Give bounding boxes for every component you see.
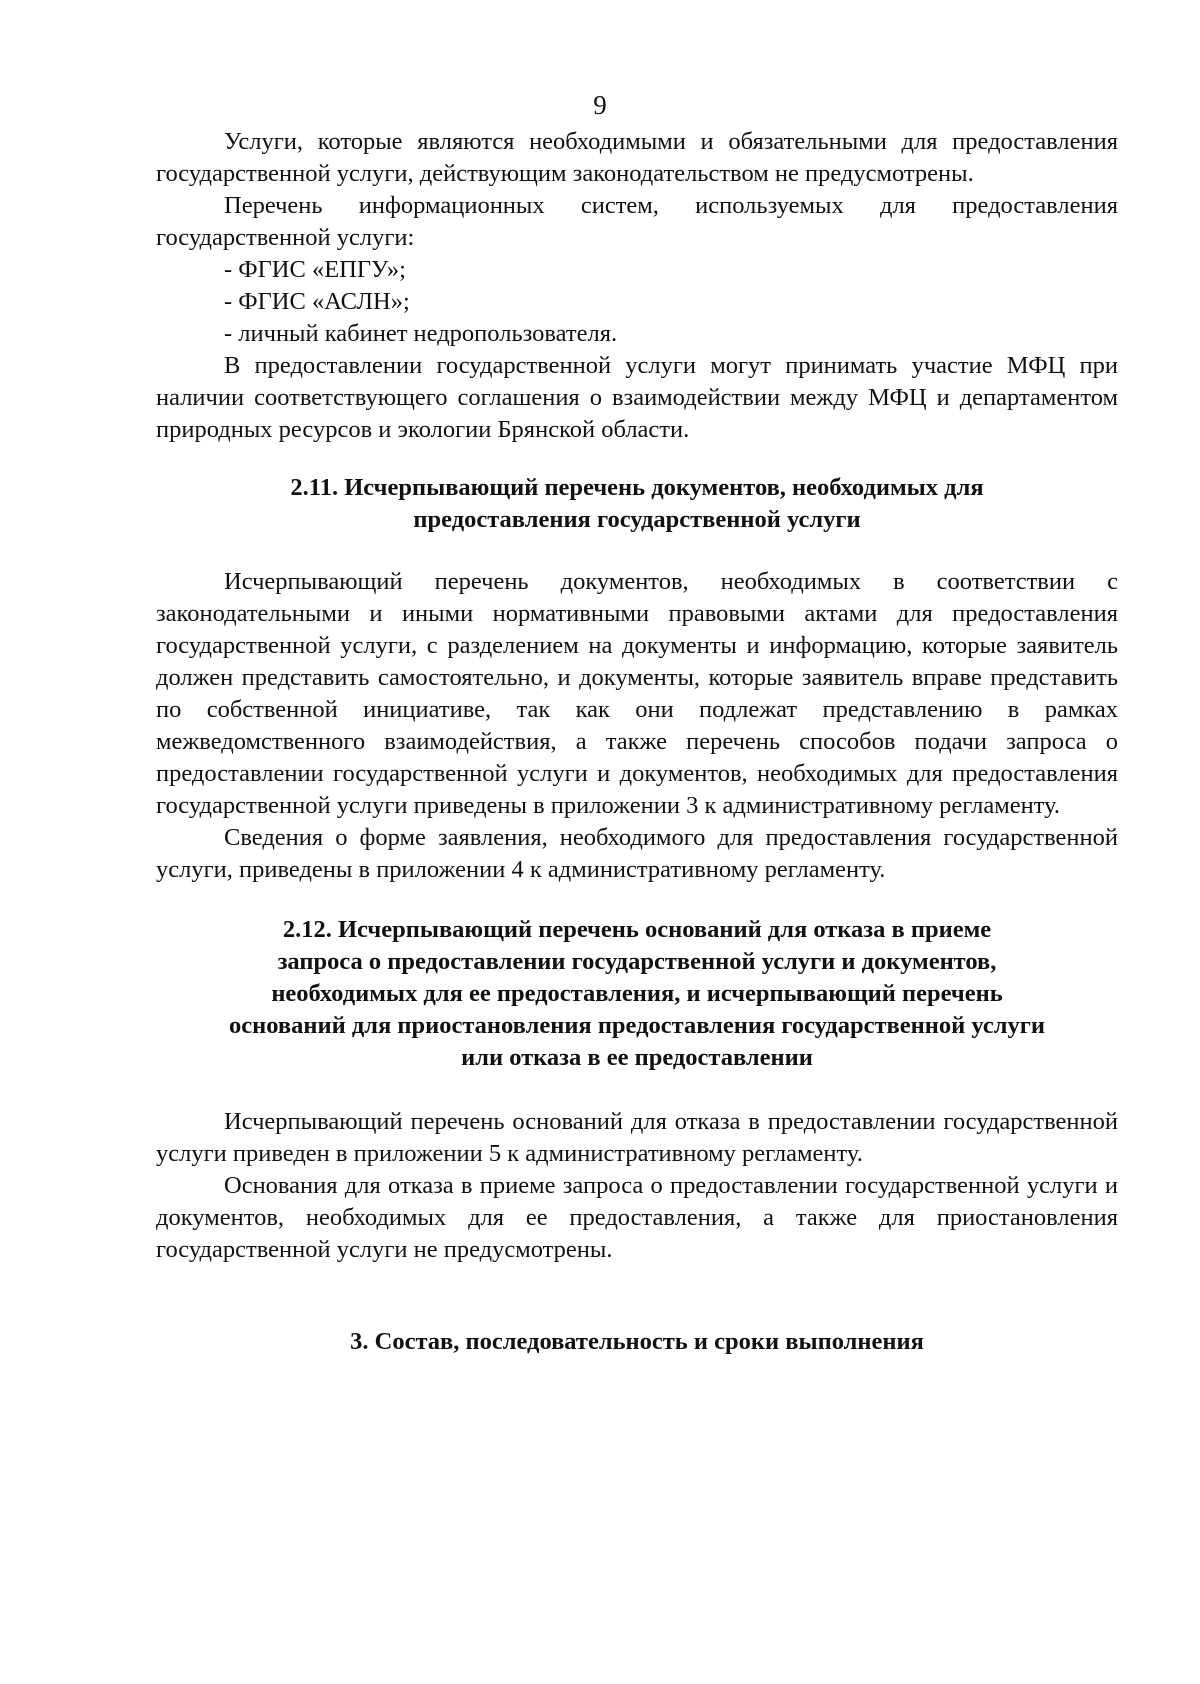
heading-line: оснований для приостановления предоставления государственной услуги bbox=[229, 1012, 1045, 1039]
paragraph-information-systems: Перечень информационных систем, используемых для предоставления государственной услуги: bbox=[156, 192, 1118, 251]
paragraph-refusal-grounds: Исчерпывающий перечень оснований для отказа в предоставлении государственной услуги приведен в приложении 5 к административному регламенту. bbox=[156, 1108, 1118, 1167]
paragraph-no-grounds-for-refusal: Основания для отказа в приеме запроса о предоставлении государственной услуги и документов, необходимых для ее предоставления, а также для приостановления государственной услуги не предусмотрены. bbox=[156, 1172, 1118, 1263]
list-item-fgis-asln: - ФГИС «АСЛН»; bbox=[224, 288, 410, 315]
heading-line: запроса о предоставлении государственной услуги и документов, bbox=[277, 948, 997, 975]
spacer bbox=[156, 446, 1118, 472]
spacer bbox=[156, 536, 1118, 566]
spacer bbox=[156, 1266, 1118, 1326]
section-heading-3: 3. Состав, последовательность и сроки выполнения bbox=[350, 1328, 924, 1355]
section-heading-2-11 bbox=[156, 472, 1118, 536]
page-number: 9 bbox=[593, 90, 607, 120]
heading-line: 2.12. Исчерпывающий перечень оснований для отказа в приеме bbox=[282, 916, 992, 943]
heading-line: предоставления государственной услуги bbox=[413, 506, 861, 533]
section-heading-2-12 bbox=[156, 914, 1118, 1074]
spacer bbox=[156, 1074, 1118, 1106]
paragraph-documents-list: Исчерпывающий перечень документов, необходимых в соответствии с законодательными и иными нормативными правовыми актами для предоставления государственной услуги, с разделением на документы и информацию, которые заявитель должен представить самостоятельно, и документы, которые заявитель вправе представить по собственной инициативе, так как они подлежат представлению в рамках межведомственного взаимодействия, а также перечень способов подачи запроса о предоставлении государственной услуги и документов, необходимых для предоставления государственной услуги приведены в приложении 3 к административному регламенту. bbox=[156, 568, 1118, 819]
heading-line: 2.11. Исчерпывающий перечень документов, необходимых для bbox=[290, 474, 984, 501]
paragraph-mfc-participation: В предоставлении государственной услуги могут принимать участие МФЦ при наличии соответствующего соглашения о взаимодействии между МФЦ и департаментом природных ресурсов и экологии Брянской области. bbox=[156, 352, 1118, 443]
paragraph-application-form: Сведения о форме заявления, необходимого для предоставления государственной услуги, приведены в приложении 4 к административному регламенту. bbox=[156, 824, 1118, 883]
spacer bbox=[156, 886, 1118, 914]
document-body bbox=[156, 126, 1118, 1358]
heading-line: необходимых для ее предоставления, и исчерпывающий перечень bbox=[271, 980, 1003, 1007]
list-item-fgis-epgu: - ФГИС «ЕПГУ»; bbox=[224, 256, 406, 283]
paragraph-services-not-required: Услуги, которые являются необходимыми и обязательными для предоставления государственной услуги, действующим законодательством не предусмотрены. bbox=[156, 128, 1118, 187]
heading-line: или отказа в ее предоставлении bbox=[461, 1044, 813, 1071]
list-item-personal-account: - личный кабинет недропользователя. bbox=[224, 320, 618, 347]
